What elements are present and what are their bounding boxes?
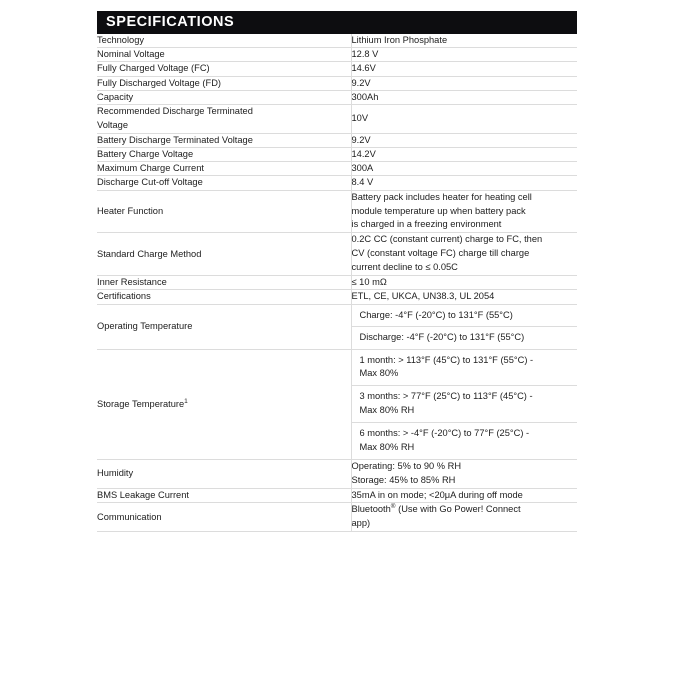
row-label: Operating Temperature	[97, 304, 351, 349]
table-row	[97, 62, 577, 76]
row-label: Inner Resistance	[97, 276, 351, 290]
row-value-line: Max 80% RH	[359, 405, 415, 416]
row-value-line: 1 month: > 113°F (45°C) to 131°F (55°C) -	[359, 354, 534, 365]
row-label: Certifications	[97, 290, 351, 304]
table-row	[97, 104, 577, 133]
row-value	[351, 190, 577, 233]
row-value-line: Storage: 45% to 85% RH	[351, 475, 456, 486]
row-value: 8.4 V	[351, 176, 577, 190]
table-row	[97, 349, 577, 460]
specifications-table	[97, 34, 577, 532]
table-row	[97, 489, 577, 503]
row-value	[351, 233, 577, 276]
row-value-line: Battery pack includes heater for heating cell	[351, 191, 532, 202]
footnote-marker: 1	[184, 397, 188, 405]
row-value: ≤ 10 mΩ	[351, 276, 577, 290]
table-row	[97, 290, 577, 304]
table-row	[97, 233, 577, 276]
table-row	[97, 276, 577, 290]
row-value: 9.2V	[351, 76, 577, 90]
table-row	[97, 176, 577, 190]
row-label: Humidity	[97, 460, 351, 489]
registered-trademark-icon: ®	[390, 503, 396, 511]
row-value-subrow	[352, 423, 578, 459]
table-row	[97, 503, 577, 532]
row-value: 12.8 V	[351, 48, 577, 62]
row-label: Capacity	[97, 90, 351, 104]
specifications-sheet	[97, 11, 577, 532]
row-label-line: Recommended Discharge Terminated	[97, 105, 253, 116]
row-value-line: 0.2C CC (constant current) charge to FC, then	[351, 234, 543, 245]
row-label-line: Voltage	[97, 119, 129, 130]
row-label: Fully Discharged Voltage (FD)	[97, 76, 351, 90]
row-value-line: Operating: 5% to 90 % RH	[351, 461, 462, 472]
row-value	[351, 349, 577, 460]
row-value-line: CV (constant voltage FC) charge till charge	[351, 248, 530, 259]
table-row	[97, 460, 577, 489]
row-value-line: module temperature up when battery pack	[351, 205, 526, 216]
row-value: 10V	[351, 104, 577, 133]
row-value	[351, 460, 577, 489]
row-value-line: app)	[351, 518, 371, 529]
row-label: Technology	[97, 34, 351, 48]
row-label: BMS Leakage Current	[97, 489, 351, 503]
row-value	[351, 503, 577, 532]
table-row	[97, 162, 577, 176]
row-label: Battery Charge Voltage	[97, 148, 351, 162]
row-value: 300A	[351, 162, 577, 176]
row-value-line: 3 months: > 77°F (25°C) to 113°F (45°C) -	[359, 391, 533, 402]
row-value: 35mA in on mode; <20μA during off mode	[351, 489, 577, 503]
row-label: Battery Discharge Terminated Voltage	[97, 133, 351, 147]
table-row	[97, 34, 577, 48]
row-label: Communication	[97, 503, 351, 532]
row-value-line: is charged in a freezing environment	[351, 219, 502, 230]
table-row	[97, 133, 577, 147]
table-row	[97, 304, 577, 349]
table-row	[97, 76, 577, 90]
row-value-line: Max 80%	[359, 368, 399, 379]
row-value: 14.6V	[351, 62, 577, 76]
row-value-line: Max 80% RH	[359, 442, 415, 453]
row-value: 14.2V	[351, 148, 577, 162]
row-value-subrow: Discharge: -4°F (-20°C) to 131°F (55°C)	[359, 332, 525, 343]
row-value: 300Ah	[351, 90, 577, 104]
row-label: Standard Charge Method	[97, 233, 351, 276]
row-value-line	[352, 503, 578, 517]
table-row	[97, 148, 577, 162]
row-value: ETL, CE, UKCA, UN38.3, UL 2054	[351, 290, 577, 304]
row-value: Lithium Iron Phosphate	[351, 34, 577, 48]
row-label: Heater Function	[97, 190, 351, 233]
row-label-text: Storage Temperature	[97, 398, 185, 409]
row-value	[351, 304, 577, 349]
row-value: 9.2V	[351, 133, 577, 147]
table-row	[97, 90, 577, 104]
row-value-subrow	[352, 386, 578, 423]
row-label: Discharge Cut-off Voltage	[97, 176, 351, 190]
row-value-line: 6 months: > -4°F (-20°C) to 77°F (25°C) -	[359, 428, 530, 439]
row-label	[97, 104, 351, 133]
table-row	[97, 48, 577, 62]
brand-name: Bluetooth	[351, 504, 391, 515]
row-value-line-rest: (Use with Go Power! Connect	[395, 504, 521, 515]
row-value-subrow: Charge: -4°F (-20°C) to 131°F (55°C)	[352, 305, 578, 327]
row-value-line: current decline to ≤ 0.05C	[351, 262, 458, 273]
row-label	[97, 349, 351, 460]
row-label: Maximum Charge Current	[97, 162, 351, 176]
specifications-header: SPECIFICATIONS	[97, 11, 577, 34]
row-value-subrow	[352, 350, 578, 387]
row-label: Nominal Voltage	[97, 48, 351, 62]
table-row	[97, 190, 577, 233]
row-label: Fully Charged Voltage (FC)	[97, 62, 351, 76]
